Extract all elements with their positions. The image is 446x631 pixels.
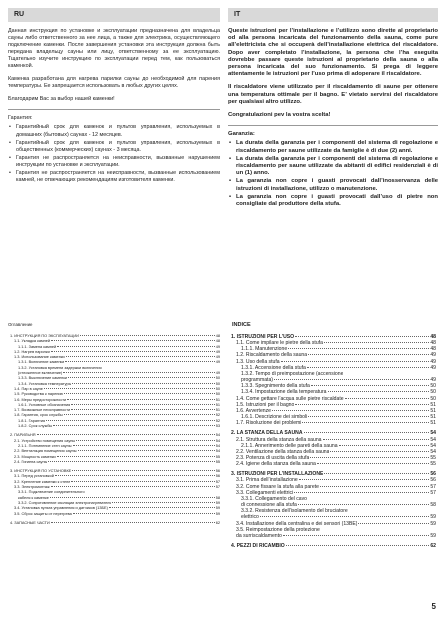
toc-leader-dots [78, 450, 215, 451]
guarantee-title: Гарантия: [8, 115, 33, 122]
toc-entry-page: 53 [215, 424, 220, 429]
toc-entry-page: 56 [215, 474, 220, 479]
toc-leader-dots [64, 414, 215, 415]
toc-entry-title: da surriscaldamento [236, 532, 282, 539]
toc-leader-dots [46, 420, 215, 421]
toc-entry-title: 1.8.1. Гарантия [18, 418, 46, 423]
toc-leader-dots [295, 404, 429, 405]
toc-title-ru: Оглавление [8, 322, 33, 327]
paragraph: Данная инструкция по установке и эксплуатации предназначена для владельца сауны либо ответственного за нее лица, а также для электрика, осуществляющего подключение каменки. После завершения установки эта инструкция должна быть передана владельцу сауны или лицу, ответственному за ее эксплуатацию. Тщательно изучите инструкцию по эксплуатации перед тем, как пользоваться каменкой. [8, 28, 220, 70]
toc-entry-page: 51 [430, 420, 436, 427]
toc-entry-title: 1.3.4. Установка температуры [18, 381, 72, 386]
toc-leader-dots [73, 513, 215, 514]
toc-entry-page: 51 [430, 414, 436, 421]
toc-leader-dots [65, 361, 214, 362]
toc-entry-page: 52 [215, 413, 220, 418]
toc-leader-dots [272, 410, 429, 411]
toc-entry-page: 59 [215, 506, 220, 511]
toc-entry-page: 51 [215, 402, 220, 407]
toc-entry-page: 51 [215, 408, 220, 413]
toc-entry-title: 1.3. Uso della stufa [236, 358, 280, 365]
toc-entry-title: 3.3. Электромонтаж [14, 485, 50, 490]
toc-leader-dots [294, 492, 429, 493]
russian-column [8, 8, 220, 185]
toc-leader-dots [308, 354, 429, 355]
toc-entry-page: 48 [430, 346, 436, 353]
toc-leader-dots [308, 416, 429, 417]
toc-entry-title: 3.4. Установка пульта управления и датчиков (13БЕ) [14, 506, 108, 511]
toc-entry-title: 4. ЗАПАСНЫЕ ЧАСТИ [10, 520, 50, 525]
toc-entry-title: 1.8.2. Срок службы [18, 424, 53, 429]
toc-entry-title: 3. ИНСТРУКЦИЯ ПО УСТАНОВКЕ [10, 469, 72, 474]
toc-entry-title: 1.4. Пар в сауне [14, 386, 43, 391]
toc-leader-dots [260, 516, 429, 517]
toc-entry-page: 50 [215, 386, 220, 391]
toc-entry-page: 49 [430, 358, 436, 365]
toc-entry-page: 57 [430, 489, 436, 496]
toc-leader-dots [299, 479, 430, 480]
toc-entry-title: 2.1. Устройство помещения сауны [14, 438, 76, 443]
toc-leader-dots [302, 422, 429, 423]
toc-leader-dots [55, 475, 215, 476]
toc-leader-dots [51, 522, 215, 523]
toc-entry-page: 48 [430, 340, 436, 347]
toc-leader-dots [109, 507, 215, 508]
toc-leader-dots [339, 445, 430, 446]
toc-entry-title: 1.4. Come gettare l’acqua sulle pietre riscaldate [236, 395, 344, 402]
toc-entry-title: 3.3.1. Collegamento del cavo [241, 495, 307, 502]
toc-entry-page: 57 [215, 479, 220, 484]
toc-entry-title: programmata) [241, 377, 273, 384]
toc-leader-dots [73, 445, 215, 446]
language-header-ru: RU [8, 8, 220, 22]
toc-entry-page: 50 [430, 389, 436, 396]
toc-leader-dots [358, 523, 429, 524]
toc-leader-dots [53, 425, 215, 426]
toc-entry-title: 2. LA STANZA DELLA SAUNA [231, 430, 303, 437]
toc-leader-dots [112, 502, 214, 503]
guarantee-item: • La garanzia non copre i guasti provocati dall’inosservanza delle istruzioni di installazione, utilizzo o manutenzione. [236, 178, 438, 192]
paragraph: Благодарим Вас за выбор нашей каменки! [8, 96, 115, 103]
guarantee-list [228, 140, 438, 208]
toc-entry-title: 1.3.3. Выключение каменки [18, 376, 68, 381]
toc-entry-title: 1.2. Нагрев парилки [14, 349, 50, 354]
toc-leader-dots [283, 535, 429, 536]
toc-leader-dots [310, 457, 429, 458]
guarantee-item: • Гарантийный срок для каменок и пультов управления, используемых в домашних (бытовых) саунах - 12 месяцев. [16, 124, 220, 138]
toc-entry-title: 1.6.1. Условные обозначения [18, 402, 71, 407]
toc-entry-title: 3.2. Крепление каменки к стене [14, 479, 71, 484]
toc-title-it: INDICE [232, 322, 251, 328]
toc-entry-page: 56 [430, 471, 436, 478]
toc-entry-page: 54 [430, 448, 436, 455]
toc-leader-dots [37, 434, 215, 435]
guarantee-item: • Гарантия не распространяется на неисправности, вызванные нарушением инструкции по установке и эксплуатации. [16, 155, 220, 169]
guarantee-section-it [228, 131, 438, 208]
toc-entry-page: 57 [430, 483, 436, 490]
toc-entry-page: 55 [430, 461, 436, 468]
toc-entry-page: 50 [215, 381, 220, 386]
toc-leader-dots [76, 440, 215, 441]
toc-entry-title: 1.2. Riscaldamento della sauna [236, 352, 308, 359]
toc-leader-dots [51, 486, 215, 487]
toc-entry-title: 3.5. Reimpostazione della protezione [236, 526, 320, 533]
toc-leader-dots [286, 545, 430, 546]
toc-entry-title: 1.6. Avvertenze [236, 407, 272, 414]
toc-entry-page: 49 [215, 360, 220, 365]
toc-entry-page: 54 [215, 438, 220, 443]
toc-entry-page: 49 [430, 377, 436, 384]
toc-entry-title: 2.3. Potenza di uscita della stufa [236, 454, 310, 461]
guarantee-title: Garanzia: [228, 131, 255, 138]
toc-entry-page: 57 [215, 485, 220, 490]
toc-leader-dots [328, 391, 430, 392]
toc-entry-page: 49 [430, 364, 436, 371]
toc-entry-title: 2.1. Struttura della stanza della sauna [236, 436, 322, 443]
paragraph: Congratulazioni pev la vostra scelta! [228, 112, 331, 119]
toc-entry-title: elettrico [241, 514, 259, 521]
toc-entry-page: 59 [430, 514, 436, 521]
toc-entry-title: 1.1.1. Manutenzione [241, 346, 288, 353]
toc-leader-dots [44, 388, 215, 389]
table-of-contents-ru [10, 334, 220, 526]
toc-entry-title: 2.1.1. Annerimento delle pareti della sauna [241, 442, 338, 449]
toc-leader-dots [298, 504, 430, 505]
language-header-it: IT [228, 8, 438, 22]
toc-entry-title: 1.7. Возможные неисправности [14, 408, 71, 413]
page-number: 5 [431, 602, 436, 611]
toc-entry-page: 54 [215, 433, 220, 438]
toc-entry-title: 2. ПАРИЛЬНЯ [10, 433, 36, 438]
toc-leader-dots [324, 473, 429, 474]
toc-entry-page: 59 [430, 532, 436, 539]
toc-entry-title: 1.1. Укладка камней [14, 339, 51, 344]
toc-entry-page: 50 [430, 395, 436, 402]
toc-entry-title: 1.3.2. Установка времени задержки включения [18, 365, 102, 370]
toc-leader-dots [71, 409, 215, 410]
guarantee-item: • La durata della garanzia per i componenti del sistema di regolazione e riscaldamento per saune utilizzate da famiglie è di due (2) anni. [236, 140, 438, 154]
toc-leader-dots [304, 432, 430, 433]
toc-entry-page: 52 [215, 418, 220, 423]
toc-leader-dots [323, 439, 430, 440]
toc-entry-page: 49 [215, 355, 220, 360]
toc-leader-dots [72, 383, 214, 384]
toc-entry-title: 3.3.1. Подключение соединительного [18, 490, 85, 495]
toc-entry-title: 2.3. Мощность каменки [14, 454, 56, 459]
toc-entry-title: 1.3.1. Accensione della stufa [241, 364, 306, 371]
toc-leader-dots [50, 497, 215, 498]
toc-leader-dots [311, 385, 430, 386]
toc-entry-title: 3. ISTRUZIONI PER L’INSTALLAZIONE [231, 471, 324, 478]
guarantee-section-ru [8, 115, 220, 183]
intro-text-ru [8, 28, 220, 103]
toc-entry-title: 3.3. Collegamenti elettrici [236, 489, 294, 496]
toc-entry-title: 2.1.1. Потемнение стен сауны [18, 443, 72, 448]
toc-entry-title: 1.3.3. Spegnimento della stufa [241, 383, 310, 390]
toc-entry-page: 54 [215, 443, 220, 448]
toc-entry-title: 1.3.1. Включение каменки [18, 360, 65, 365]
toc-entry-page: 62 [215, 520, 220, 525]
toc-entry-page: 55 [215, 459, 220, 464]
toc-leader-dots [317, 463, 429, 464]
toc-entry-title: 3.4. Installazione della centralina e dei sensori (13BE) [236, 520, 358, 527]
toc-entry-title: 2.4. Гигиена сауны [14, 459, 48, 464]
guarantee-item: • Гарантия не распространяется на неисправности, вызванные использованием камней, не отвечающих рекомендациям изготовителя каменки. [16, 170, 220, 184]
toc-entry-title: 1.1. Come impilare le pietre della stufa [236, 340, 323, 347]
toc-leader-dots [68, 377, 215, 378]
toc-entry-title: (отложенное включение) [18, 371, 63, 376]
toc-entry-page: 50 [430, 383, 436, 390]
toc-entry-title: 2.2. Ventilazione della stanza della sauna [236, 448, 330, 455]
toc-leader-dots [320, 486, 429, 487]
toc-entry-page: 48 [430, 334, 436, 340]
toc-leader-dots [71, 404, 215, 405]
toc-entry-page: 56 [430, 477, 436, 484]
paragraph: Queste istruzioni per l’installazione e l’utilizzo sono dirette al proprietario od alla persona incaricata del funzionamento della sauna, come pure all’elettricista che si occuperà dell’installazione elettrica del riscaldatore. Dopo aver completato l’installazione, la persona che l’ha eseguita dovrebbe passare queste istruzioni al proprietario della sauna o alla persona incaricata del suo funzionamento. Si prega di leggere attentamente le istruzioni per l’uso prima di adoperare il riscaldatore. [228, 28, 438, 78]
toc-entry-page: 55 [430, 454, 436, 461]
toc-entry-page: 49 [430, 352, 436, 359]
intro-text-it [228, 28, 438, 119]
paragraph: Каменка разработана для нагрева парилки сауны до необходимой для парения температуры. Ее запрещается использовать в любых других целях. [8, 76, 220, 90]
toc-entry-title: 1.7. Risoluzione dei problemi [236, 420, 302, 427]
toc-entry-page: 59 [430, 520, 436, 527]
toc-leader-dots [66, 356, 215, 357]
toc-entry-page: 49 [215, 371, 220, 376]
toc-leader-dots [67, 399, 215, 400]
toc-entry-page: 56 [215, 469, 220, 474]
toc-leader-dots [281, 361, 430, 362]
toc-entry-title: 3.2. Come fissare la stufa alla parete [236, 483, 319, 490]
toc-entry-title: 1.5. Руководства к парению [14, 392, 64, 397]
toc-leader-dots [72, 470, 214, 471]
toc-leader-dots [80, 335, 215, 336]
toc-entry-title: 1.6. Меры предосторожности [14, 397, 67, 402]
toc-entry-page: 54 [430, 430, 436, 437]
toc-entry-page: 54 [215, 449, 220, 454]
guarantee-item: • La durata della garanzia per i componenti del sistema di regolazione e riscaldamento per saune utilizzate da abitanti di edifici residenziali è di un (1) anno. [236, 156, 438, 178]
toc-entry-title: 1. ISTRUZIONI PER L’USO [231, 334, 295, 340]
toc-entry-page: 50 [215, 376, 220, 381]
toc-entry-page: 54 [430, 442, 436, 449]
toc-entry-page: 55 [215, 454, 220, 459]
toc-entry-title: 1.8. Гарантия, срок службы [14, 413, 63, 418]
guarantee-item: • La garanzia non copre i guasti provocati dall’uso di pietre non consigliate dal produttore della stufa. [236, 194, 438, 208]
toc-leader-dots [307, 367, 429, 368]
toc-leader-dots [48, 461, 214, 462]
toc-entry-title: кабеля к каменке [18, 495, 49, 500]
toc-leader-dots [71, 481, 214, 482]
toc-entry-page: 59 [215, 500, 220, 505]
toc-entry-page: 50 [215, 392, 220, 397]
divider [228, 125, 438, 126]
toc-entry-title: 3.1. Prima dell’installazione [236, 477, 298, 484]
toc-entry-title: 3.1. Перед установкой [14, 474, 54, 479]
toc-entry-title: 3.3.2. Resistenza dell’isolamento del bruciatore [241, 508, 348, 515]
toc-entry-title: 2.2. Вентиляция помещения сауны [14, 449, 77, 454]
toc-entry[interactable] [10, 521, 220, 526]
toc-leader-dots [274, 379, 429, 380]
toc-leader-dots [57, 346, 215, 347]
toc-entry-title: 1.3. Использование каменки [14, 355, 65, 360]
toc-entry-title: 1.6.1. Descrizione dei simboli [241, 414, 308, 421]
italian-column [228, 8, 438, 209]
toc-entry-page: 49 [215, 349, 220, 354]
toc-leader-dots [64, 393, 214, 394]
toc-entry-title: di connessione alla stufa [241, 502, 297, 509]
toc-leader-dots [295, 336, 429, 337]
toc-entry-title: 3.5. Сброс защиты от перегрева [14, 511, 72, 516]
toc-leader-dots [324, 342, 429, 343]
toc-entry-page: 58 [215, 495, 220, 500]
paragraph: Il riscaldatore viene utilizzato per il riscaldamento di saune per ottenere una temperatura ottimale per il bagno. E’ vietato servirsi del riscaldatore per qualsiasi altro utilizzo. [228, 84, 438, 105]
toc-entry-title: 1.3.2. Tempo di preimpostazione (accensione [241, 370, 344, 377]
toc-leader-dots [288, 348, 429, 349]
guarantee-list [8, 124, 220, 183]
toc-entry-page: 49 [215, 344, 220, 349]
divider [8, 109, 220, 110]
toc-entry-page: 58 [430, 502, 436, 509]
toc-leader-dots [51, 351, 215, 352]
toc-leader-dots [345, 398, 430, 399]
toc-leader-dots [63, 372, 214, 373]
toc-entry-page: 51 [430, 401, 436, 408]
toc-leader-dots [51, 340, 215, 341]
toc-entry-page: 48 [215, 339, 220, 344]
toc-leader-dots [57, 456, 215, 457]
toc-entry-title: 1.3.4. Impostazione della temperatura [241, 389, 327, 396]
toc-entry-page: 48 [215, 334, 220, 338]
toc-entry-title: 1.5. Istruzioni per il bagno [236, 401, 295, 408]
toc-entry-page: 62 [430, 543, 436, 549]
toc-entry-page: 59 [215, 511, 220, 516]
toc-entry-page: 51 [430, 407, 436, 414]
table-of-contents-it [231, 334, 436, 549]
toc-entry-page: 51 [215, 397, 220, 402]
toc-entry-title: 1. ИНСТРУКЦИЯ ПО ЭКСПЛУАТАЦИИ [10, 334, 79, 338]
toc-entry-title: 2.4. Igiene della stanza della sauna [236, 461, 316, 468]
toc-entry-title: 1.1.1. Замена камней [18, 344, 57, 349]
toc-entry-title: 4. PEZZI DI RICAMBIO [231, 543, 285, 549]
guarantee-item: • Гарантийный срок для каменок и пультов управления, используемых в общественных (коммерческих) саунах - 3 месяца. [16, 140, 220, 154]
toc-leader-dots [330, 451, 429, 452]
toc-entry-title: 3.3.2. Сопротивление изоляции электронагревателя [18, 500, 112, 505]
toc-entry[interactable] [231, 543, 436, 549]
toc-entry-page: 54 [430, 436, 436, 443]
